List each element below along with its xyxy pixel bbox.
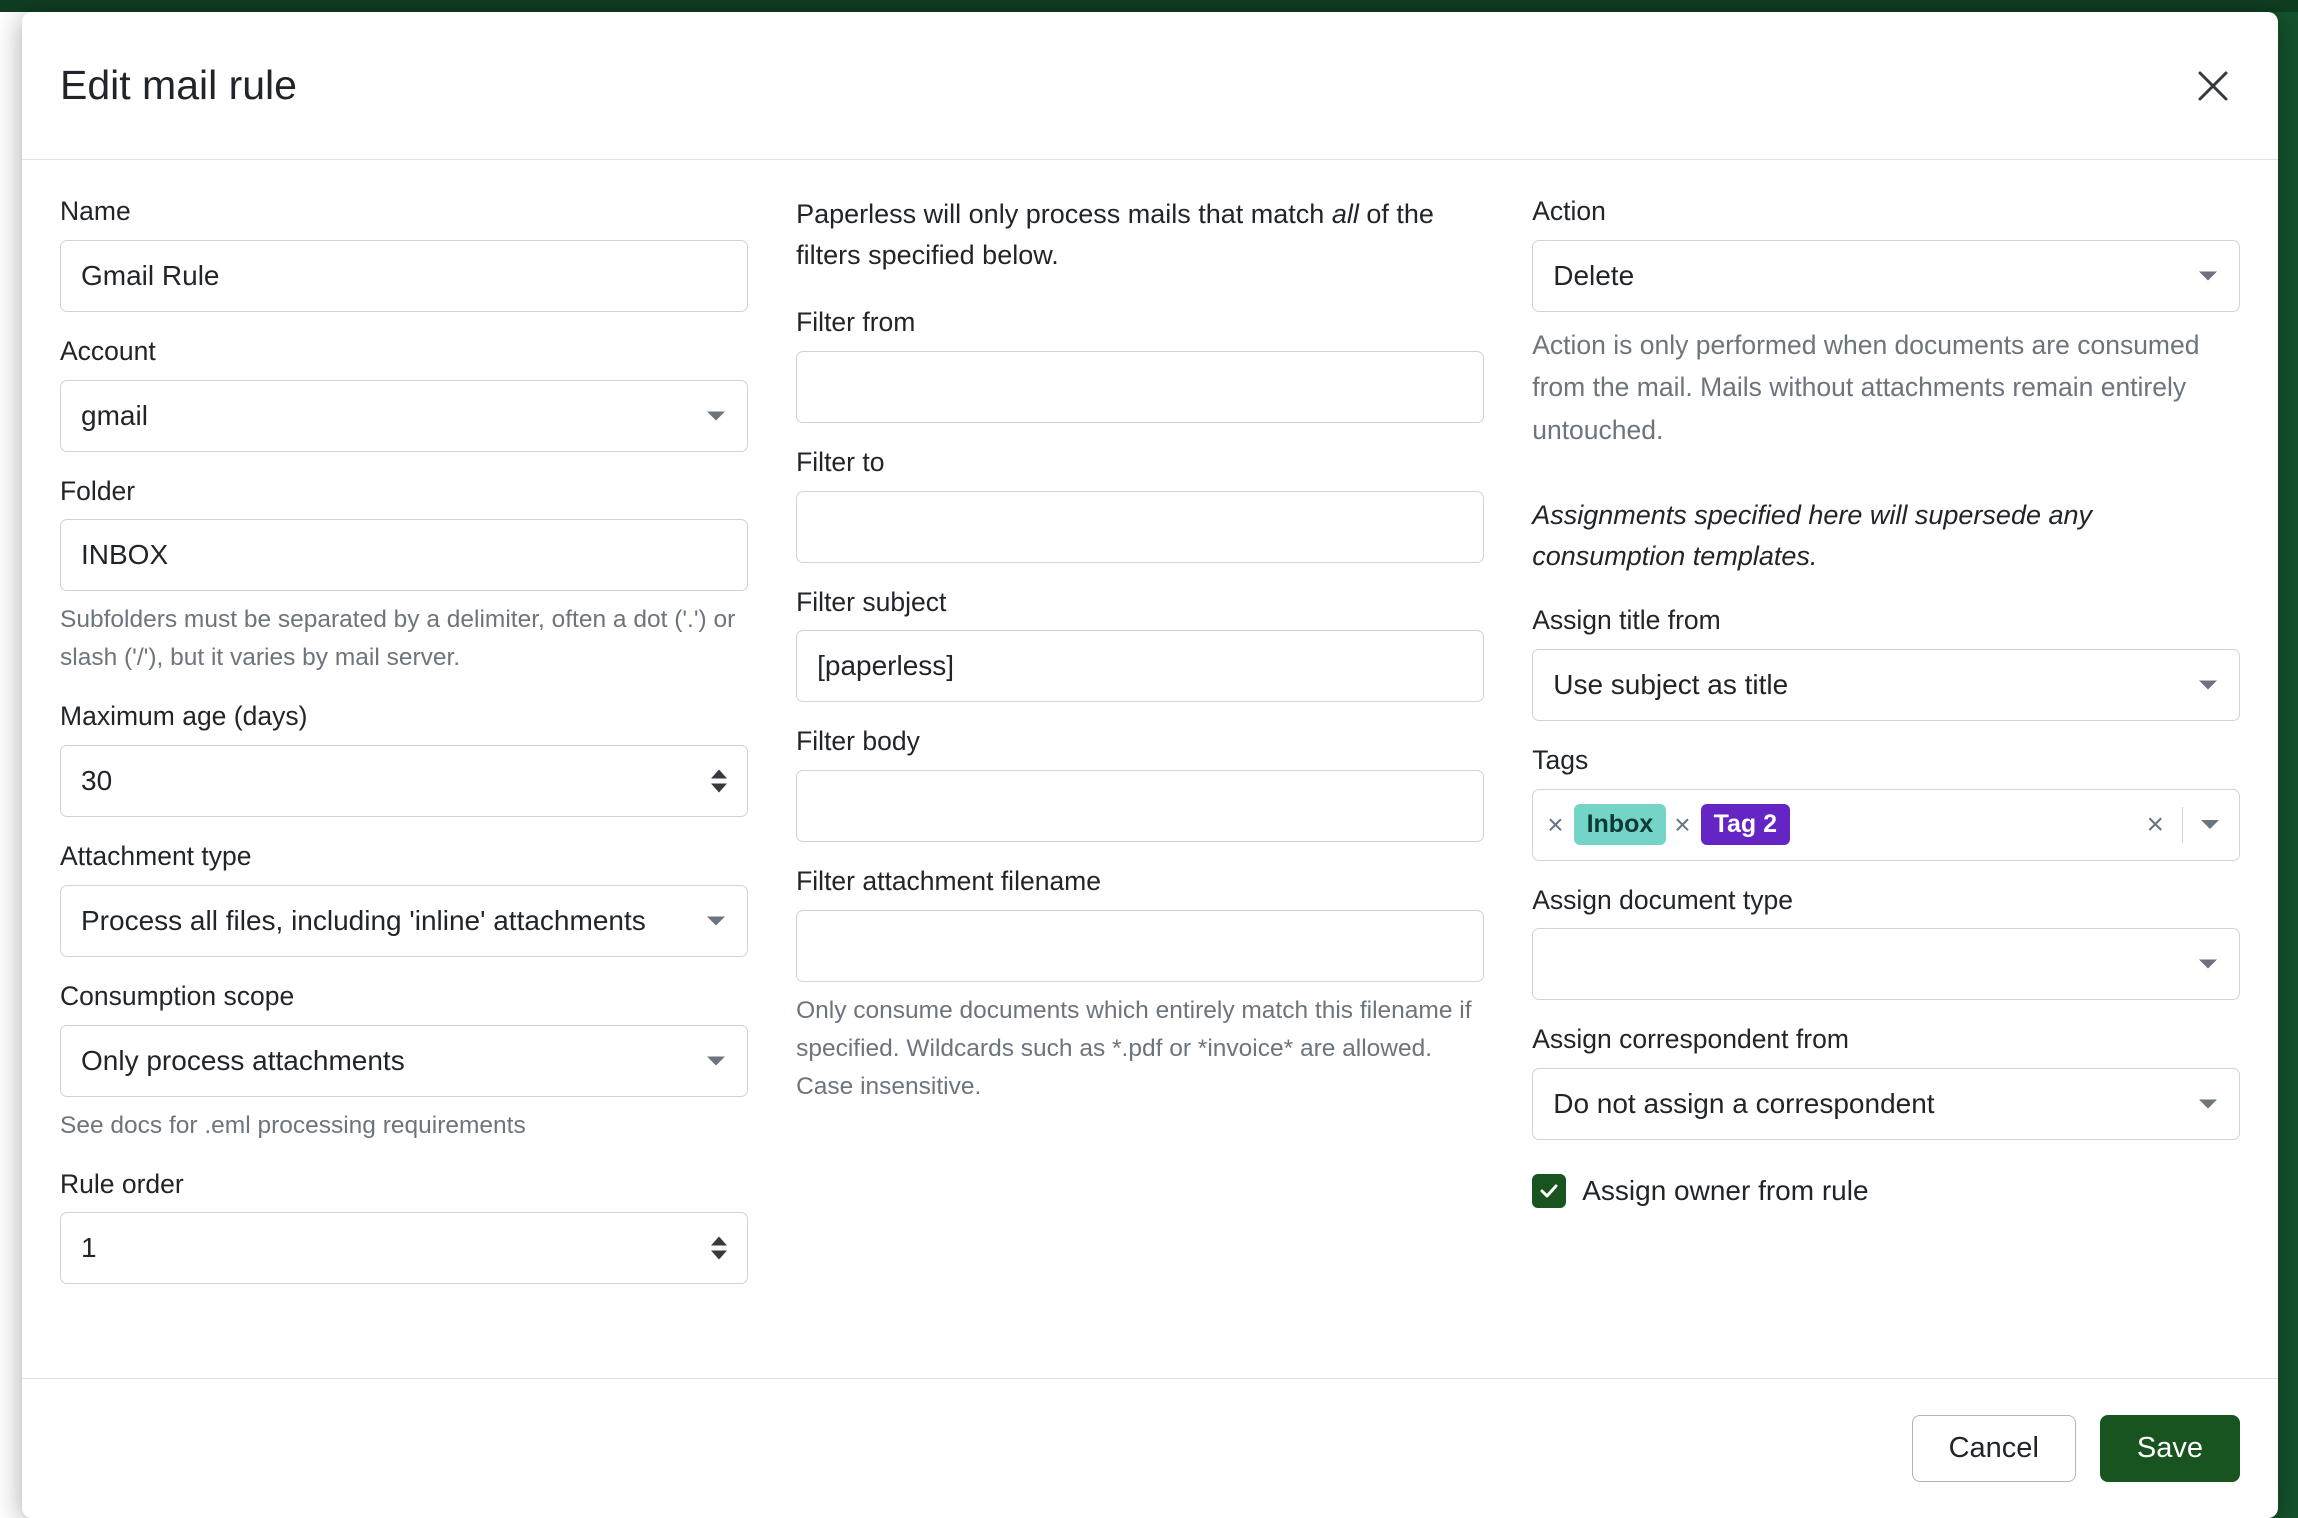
assignments-note: Assignments specified here will supersede any consumption templates. [1532,499,2093,571]
chevron-down-icon [707,411,725,420]
tag-chip-label: Inbox [1574,804,1667,845]
consumption-scope-select[interactable] [60,1025,748,1097]
stepper-arrows-icon[interactable] [711,1237,727,1260]
name-input[interactable]: Gmail Rule [60,240,748,312]
field-filter-attachment-filename [796,864,1484,1106]
dialog-body [22,160,2278,1378]
account-select[interactable] [60,380,748,452]
field-folder [60,474,748,678]
assign-correspondent-from-label: Assign correspondent from [1532,1024,1849,1055]
filter-from-input[interactable] [796,351,1484,423]
attachment-type-select[interactable] [60,885,748,957]
field-action [1532,194,2240,451]
account-value: gmail [81,399,148,431]
field-tags [1532,743,2240,861]
action-help-text: Action is only performed when documents are consumed from the mail. Mails without attachments remain entirely untouched. [1532,329,2200,445]
chevron-down-icon [707,916,725,925]
filter-to-input[interactable] [796,491,1484,563]
field-account [60,334,748,452]
chevron-down-icon [2199,271,2217,280]
filters-intro-text [796,194,1484,275]
column-actions [1532,194,2240,1378]
stepper-arrows-icon[interactable] [711,770,727,793]
dialog-header [22,12,2278,160]
maximum-age-value: 30 [81,765,113,796]
field-filter-body [796,724,1484,842]
field-rule-order [60,1167,748,1285]
assign-owner-from-rule-checkbox[interactable] [1532,1174,1566,1208]
consumption-scope-label: Consumption scope [60,980,295,1011]
assign-document-type-select[interactable] [1532,928,2240,1000]
filter-subject-label: Filter subject [796,586,947,617]
assign-title-from-select[interactable] [1532,649,2240,721]
tag-item[interactable] [1547,804,1666,845]
field-consumption-scope [60,979,748,1145]
folder-label: Folder [60,475,136,506]
background-top-strip [0,0,2298,12]
field-name [60,194,748,312]
remove-tag-icon[interactable]: × [1547,808,1564,840]
filters-intro-suffix: of the filters specified below. [796,199,1434,270]
field-assign-title-from [1532,603,2240,721]
assign-title-from-value: Use subject as title [1553,668,1789,700]
tag-item[interactable] [1674,804,1790,845]
account-label: Account [60,335,156,366]
field-assign-document-type [1532,883,2240,1001]
tags-controls [2146,807,2227,843]
field-filter-to [796,445,1484,563]
field-filter-subject [796,585,1484,703]
filters-intro-emphasis: all [1331,199,1359,229]
field-maximum-age [60,699,748,817]
rule-order-value: 1 [81,1232,97,1264]
save-button[interactable]: Save [2100,1415,2240,1482]
tags-label: Tags [1532,744,1589,775]
assign-document-type-label: Assign document type [1532,884,1793,915]
filters-intro-prefix: Paperless will only process mails that match [796,199,1332,229]
filter-subject-input[interactable]: [paperless] [796,630,1484,702]
chevron-down-icon [707,1056,725,1065]
filter-attachment-filename-input[interactable] [796,910,1484,982]
maximum-age-label: Maximum age (days) [60,701,308,732]
action-value: Delete [1553,259,1635,291]
name-label: Name [60,196,131,226]
action-label: Action [1532,196,1606,226]
filter-body-label: Filter body [796,726,920,757]
cancel-button[interactable]: Cancel [1912,1415,2076,1482]
filter-body-input[interactable] [796,770,1484,842]
column-filters [796,194,1484,1378]
clear-tags-icon[interactable]: × [2146,807,2164,841]
field-assign-correspondent-from [1532,1022,2240,1140]
tag-chip-label: Tag 2 [1701,804,1790,845]
chevron-down-icon [2199,1100,2217,1109]
dialog-footer [22,1378,2278,1518]
assign-correspondent-from-value: Do not assign a correspondent [1553,1088,1935,1120]
attachment-type-label: Attachment type [60,841,252,871]
divider [2182,807,2183,843]
rule-order-stepper[interactable] [60,1212,748,1284]
chevron-down-icon[interactable] [2201,820,2219,829]
tags-select[interactable] [1532,789,2240,861]
column-general [60,194,748,1378]
assign-correspondent-from-select[interactable] [1532,1068,2240,1140]
field-attachment-type [60,839,748,957]
filter-from-label: Filter from [796,307,916,337]
rule-order-label: Rule order [60,1168,184,1199]
filter-attachment-filename-label: Filter attachment filename [796,866,1101,897]
action-select[interactable] [1532,240,2240,312]
field-filter-from [796,305,1484,423]
assign-owner-from-rule-label: Assign owner from rule [1582,1175,1869,1207]
assign-owner-from-rule-row[interactable] [1532,1174,2240,1208]
edit-mail-rule-dialog [22,12,2278,1518]
assign-title-from-label: Assign title from [1532,605,1721,635]
filter-to-label: Filter to [796,446,885,477]
chevron-down-icon [2199,680,2217,689]
consumption-scope-value: Only process attachments [81,1044,405,1076]
filter-attachment-help-text: Only consume documents which entirely match this filename if specified. Wildcards such as *.pdf or *invoice* are allowed. Case insensitive. [796,996,1472,1100]
close-icon[interactable] [2186,59,2240,113]
attachment-type-value: Process all files, including 'inline' attachments [81,904,646,936]
chevron-down-icon [2199,960,2217,969]
folder-input[interactable]: INBOX [60,519,748,591]
consumption-scope-help-text: See docs for .eml processing requirements [60,1111,526,1139]
page-title: Edit mail rule [60,62,297,108]
remove-tag-icon[interactable]: × [1674,808,1691,840]
maximum-age-stepper[interactable] [60,745,748,817]
folder-help-text: Subfolders must be separated by a delimiter, often a dot ('.') or slash ('/'), but it varies by mail server. [60,606,736,672]
